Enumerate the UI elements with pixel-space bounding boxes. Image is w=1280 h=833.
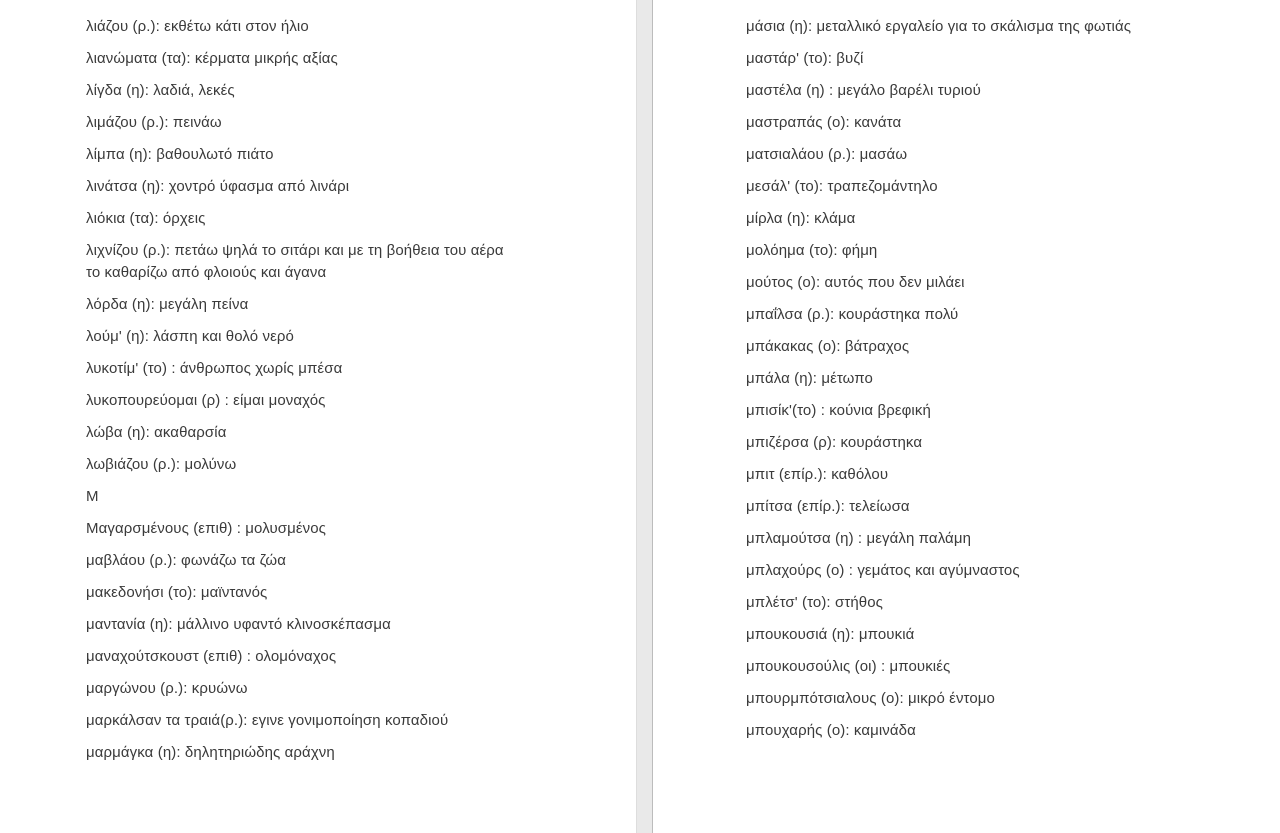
glossary-entry: μαστραπάς (ο): κανάτα [746, 114, 902, 131]
glossary-entry: μπουχαρής (ο): καμινάδα [746, 722, 916, 739]
glossary-entry: μαργώνου (ρ.): κρυώνω [86, 680, 248, 697]
glossary-entry: λόρδα (η): μεγάλη πείνα [86, 296, 249, 313]
glossary-entry: μπισίκ'(το) : κούνια βρεφική [746, 402, 931, 419]
page-gap-divider [636, 0, 653, 833]
section-letter-heading: Μ [86, 488, 99, 505]
glossary-entry: μπάκακας (ο): βάτραχος [746, 338, 910, 355]
glossary-entry: λιανώματα (τα): κέρματα μικρής αξίας [86, 50, 338, 67]
glossary-entry: μαστάρ' (το): βυζί [746, 50, 864, 67]
glossary-entry: μπουρμπότσιαλους (ο): μικρό έντομο [746, 690, 995, 707]
glossary-entry: λωβιάζου (ρ.): μολύνω [86, 456, 237, 473]
glossary-entry: μίρλα (η): κλάμα [746, 210, 856, 227]
glossary-entry: μπουκουσιά (η): μπουκιά [746, 626, 915, 643]
glossary-entry: μεσάλ' (το): τραπεζομάντηλο [746, 178, 938, 195]
glossary-entry: μαρκάλσαν τα τραιά(ρ.): εγινε γονιμοποίηση κοπαδιού [86, 712, 449, 729]
glossary-entry: μαστέλα (η) : μεγάλο βαρέλι τυριού [746, 82, 981, 99]
document-page-left [0, 0, 636, 833]
glossary-entry: μαρμάγκα (η): δηλητηριώδης αράχνη [86, 744, 335, 761]
glossary-entry: μαντανία (η): μάλλινο υφαντό κλινοσκέπασμα [86, 616, 391, 633]
glossary-entry: μολόημα (το): φήμη [746, 242, 878, 259]
glossary-entry: μπάλα (η): μέτωπο [746, 370, 873, 387]
glossary-entry: μπαΐλσα (ρ.): κουράστηκα πολύ [746, 306, 959, 323]
glossary-entry: μούτος (ο): αυτός που δεν μιλάει [746, 274, 965, 291]
glossary-entry: λιχνίζου (ρ.): πετάω ψηλά το σιτάρι και με τη βοήθεια του αέρα το καθαρίζω από φλοιούς και άγανα [86, 242, 504, 281]
glossary-entry: μπλέτσ' (το): στήθος [746, 594, 883, 611]
page-right-text-column [653, 0, 1253, 742]
glossary-entry: μαναχούτσκουστ (επιθ) : ολομόναχος [86, 648, 337, 665]
glossary-entry: μακεδονήσι (το): μαϊντανός [86, 584, 268, 601]
glossary-entry: μπουκουσούλις (οι) : μπουκιές [746, 658, 951, 675]
glossary-entry: μπιτ (επίρ.): καθόλου [746, 466, 889, 483]
glossary-entry: λώβα (η): ακαθαρσία [86, 424, 227, 441]
glossary-entry: λινάτσα (η): χοντρό ύφασμα από λινάρι [86, 178, 350, 195]
glossary-entry: μπλαχούρς (ο) : γεμάτος και αγύμναστος [746, 562, 1020, 579]
glossary-entry: μαβλάου (ρ.): φωνάζω τα ζώα [86, 552, 286, 569]
glossary-entry: μπλαμούτσα (η) : μεγάλη παλάμη [746, 530, 972, 547]
page-left-text-column [0, 0, 530, 764]
document-page-right [653, 0, 1280, 833]
glossary-entry: λιμάζου (ρ.): πεινάω [86, 114, 222, 131]
glossary-entry: λιάζου (ρ.): εκθέτω κάτι στον ήλιο [86, 18, 309, 35]
glossary-entry: λίγδα (η): λαδιά, λεκές [86, 82, 235, 99]
glossary-entry: λυκοτίμ' (το) : άνθρωπος χωρίς μπέσα [86, 360, 343, 377]
glossary-entry: λίμπα (η): βαθουλωτό πιάτο [86, 146, 274, 163]
glossary-entry: μπίτσα (επίρ.): τελείωσα [746, 498, 910, 515]
glossary-entry: ματσιαλάου (ρ.): μασάω [746, 146, 908, 163]
glossary-entry: Μαγαρσμένους (επιθ) : μολυσμένος [86, 520, 327, 537]
glossary-entry: μπιζέρσα (ρ): κουράστηκα [746, 434, 923, 451]
glossary-entry: λιόκια (τα): όρχεις [86, 210, 206, 227]
glossary-entry: λυκοπουρεύομαι (ρ) : είμαι μοναχός [86, 392, 326, 409]
glossary-entry: μάσια (η): μεταλλικό εργαλείο για το σκάλισμα της φωτιάς [746, 18, 1132, 35]
glossary-entry: λούμ' (η): λάσπη και θολό νερό [86, 328, 294, 345]
